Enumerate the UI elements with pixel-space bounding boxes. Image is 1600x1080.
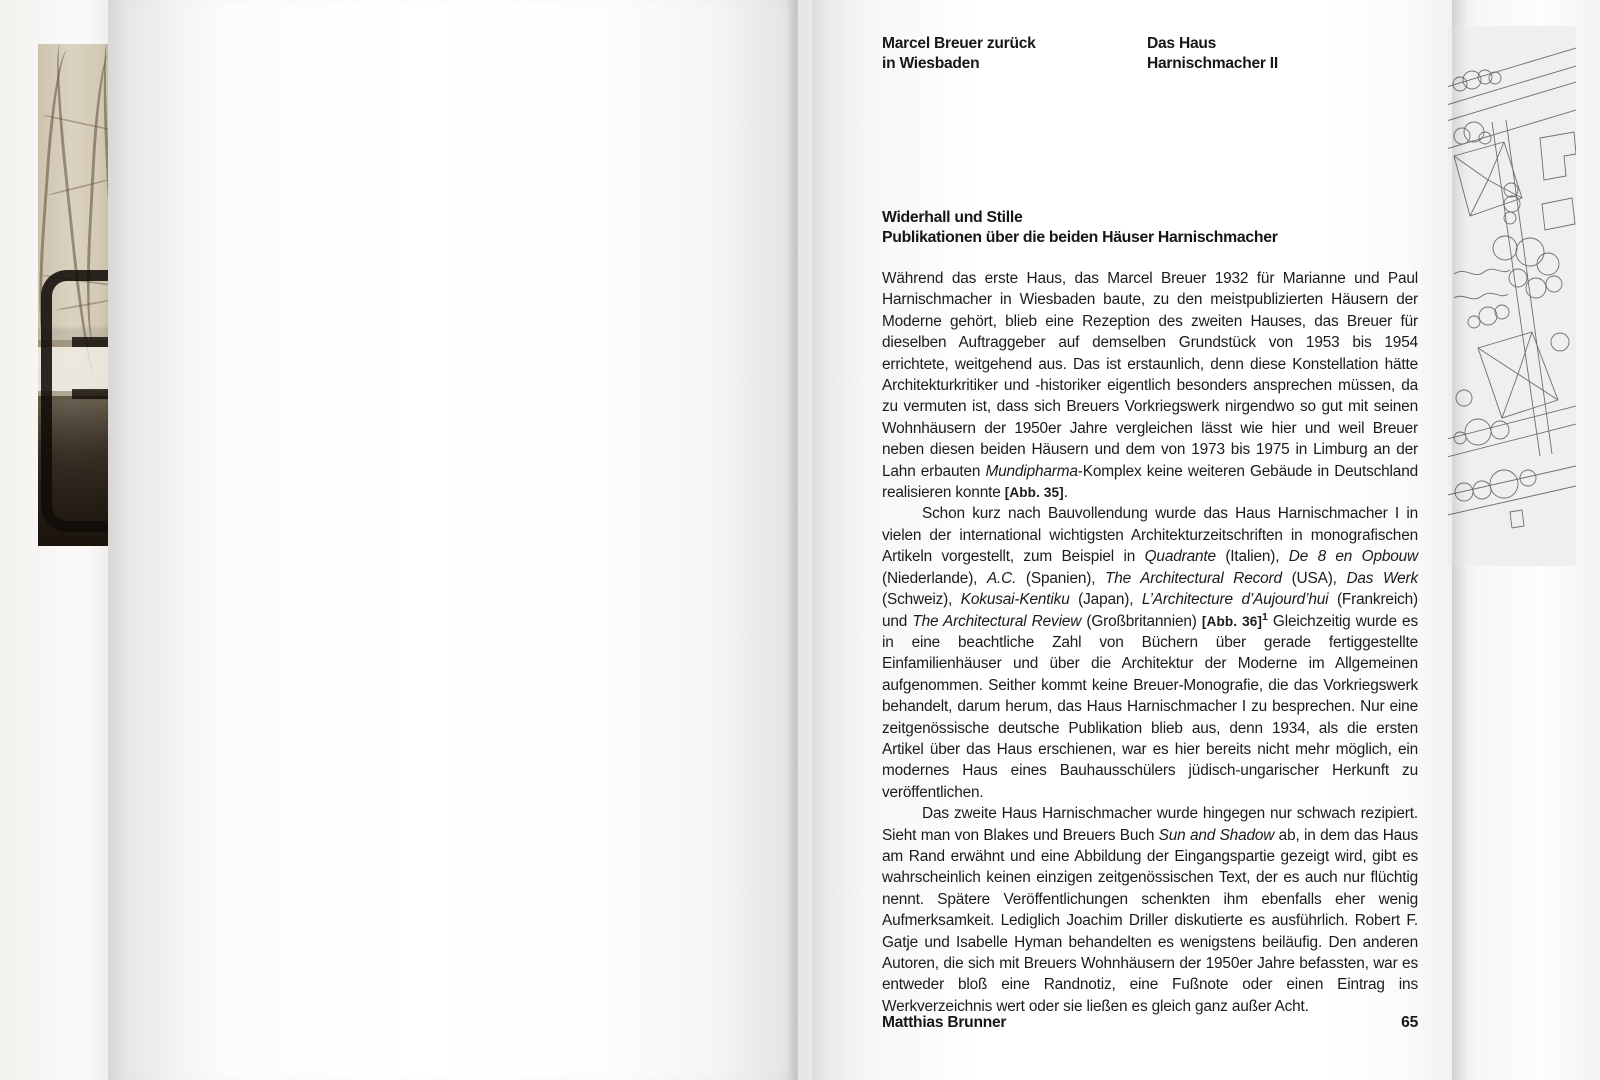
p2-italic-architectural-review: The Architectural Review: [912, 612, 1082, 630]
p2-text-part-8: (Frankreich) und: [882, 591, 1418, 630]
p2-text-part-1: Schon kurz nach Bauvollendung wurde das Haus Harnischmacher I in vielen der international wichtigsten Architekturzeitschriften in monografischen Artikeln vorgestellt, zum Beispiel in: [882, 505, 1418, 566]
p2-text-part-6: (Schweiz),: [882, 591, 961, 609]
p2-italic-architectural-record: The Architectural Record: [1105, 569, 1282, 587]
running-head-right: [1147, 34, 1418, 73]
p2-italic-quadrante: Quadrante: [1144, 548, 1216, 566]
p1-text-part-1: Während das erste Haus, das Marcel Breuer 1932 für Marianne und Paul Harnischmacher in Wiesbaden baute, zu den meistpublizierten Häusern der Moderne gehört, blieb eine Rezeption des zweiten Hauses, das Breuer für dieselben Auftraggeber auf demselben Grundstück von 1953 bis 1954 errichtete, weitgehend aus. Das ist erstaunlich, denn diese Konstellation hätte Architekturkritiker und -historiker eigentlich besonders ansprechen müssen, da zu vermuten ist, dass sich Breuers Vorkriegswerk nirgendwo so gut mit seinen Wohnhäusern der 1950er Jahre vergleichen lässt wie hier und weil Breuer neben diesen beiden Häusern und dem von 1973 bis 1975 in Limburg an der Lahn erbauten: [882, 270, 1418, 480]
text-recto-page: [812, 0, 1452, 1080]
footnote-marker-1: 1: [1262, 610, 1268, 623]
section-heading-line2: Publikationen über die beiden Häuser Harnischmacher: [882, 228, 1278, 246]
p3-text-part-2: ab, in dem das Haus am Rand erwähnt und eine Abbildung der Eingangspartie gezeigt wird, gibt es wahrscheinlich keinen einzigen zeitgenössischen Text, der es auch nur flüchtig nennt. Spätere Veröffentlichungen schenkten ihm ebenfalls eher wenig Aufmerksamkeit. Lediglich Joachim Driller diskutierte es ausführlich. Robert F. Gatje und Isabelle Hyman behandelten es wenigstens beiläufig. Den anderen Autoren, die sich mit Breuers Wohnhäusern der 1950er Jahre befassten, war es entweder bloß eine Randnotiz, eine Fußnote oder einen Eintrag ins Werkverzeichnis wert oder sie ließen es gleich ganz außer Acht.: [882, 826, 1418, 1015]
p2-text-part-3: (Niederlande),: [882, 569, 987, 587]
paragraph-1: [882, 268, 1418, 503]
section-heading-line1: Widerhall und Stille: [882, 209, 1023, 226]
p3-italic-sun-and-shadow: Sun and Shadow: [1158, 826, 1275, 844]
paragraph-3: [882, 803, 1418, 1017]
footer-author: Matthias Brunner: [882, 1014, 1007, 1031]
body-copy: [882, 268, 1418, 1017]
p2-italic-architecture-aujourdhui: L’Architecture d’Aujourd’hui: [1141, 591, 1329, 609]
running-head-left: [882, 34, 1147, 73]
running-head-right-line2: Harnischmacher II: [1147, 54, 1278, 72]
p2-text-part-2: (Italien),: [1215, 548, 1289, 566]
running-head-right-line1: Das Haus: [1147, 35, 1217, 52]
p2-text-part-10: Gleichzeitig wurde es in eine beachtliche Zahl von Büchern über gerade fertiggestellte Einfamilienhäuser und über die Architektur der Moderne im Allgemeinen aufgenommen. Seither kommt keine Breuer-Monografie, die das Vorkriegswerk behandelt, darum herum, das Haus Harnischmacher I zu besprechen. Nur eine zeitgenössische deutsche Publikation blieb aus, denn 1934, als die ersten Artikel über das Haus erschienen, war es hier bereits nicht mehr möglich, ein modernes Haus eines Bauhausschülers jüdisch-ungarischer Herkunft zu veröffentlichen.: [882, 612, 1418, 801]
figure-reference-abb-36: [Abb. 36]: [1201, 613, 1263, 629]
p2-italic-de8enopbouw: De 8 en Opbouw: [1288, 548, 1419, 566]
p1-text-part-2: -Komplex keine weiteren Gebäude in Deutschland realisieren konnte: [882, 462, 1418, 502]
paragraph-2: [882, 503, 1418, 803]
section-heading: [882, 208, 1422, 247]
p2-text-part-5: (USA),: [1281, 569, 1347, 587]
p2-italic-ac: A.C.: [986, 569, 1017, 587]
figure-reference-abb-35: [Abb. 35]: [1004, 485, 1064, 501]
blank-verso-page: [108, 0, 798, 1080]
p2-text-part-9: (Großbritannien): [1081, 612, 1202, 630]
right-page-edge-shadow: [1452, 0, 1468, 1080]
page-number: 65: [1401, 1014, 1418, 1031]
p1-italic-mundipharma: Mundipharma: [985, 462, 1078, 480]
running-head-left-line2: in Wiesbaden: [882, 54, 980, 72]
p2-italic-kokusai-kentiku: Kokusai-Kentiku: [960, 591, 1070, 609]
p2-text-part-4: (Spanien),: [1016, 569, 1105, 587]
running-head-left-line1: Marcel Breuer zurück: [882, 35, 1036, 52]
running-head: [882, 34, 1418, 73]
right-adjacent-page: [1452, 0, 1600, 1080]
p2-italic-das-werk: Das Werk: [1346, 569, 1418, 587]
p3-text-part-1: Das zweite Haus Harnischmacher wurde hingegen nur schwach rezipiert. Sieht man von Blakes und Breuers Buch: [882, 805, 1418, 844]
left-adjacent-page: [0, 0, 122, 1080]
page-footer: [882, 1014, 1418, 1032]
p2-text-part-7: (Japan),: [1069, 591, 1142, 609]
p1-text-part-3: .: [1063, 484, 1068, 502]
